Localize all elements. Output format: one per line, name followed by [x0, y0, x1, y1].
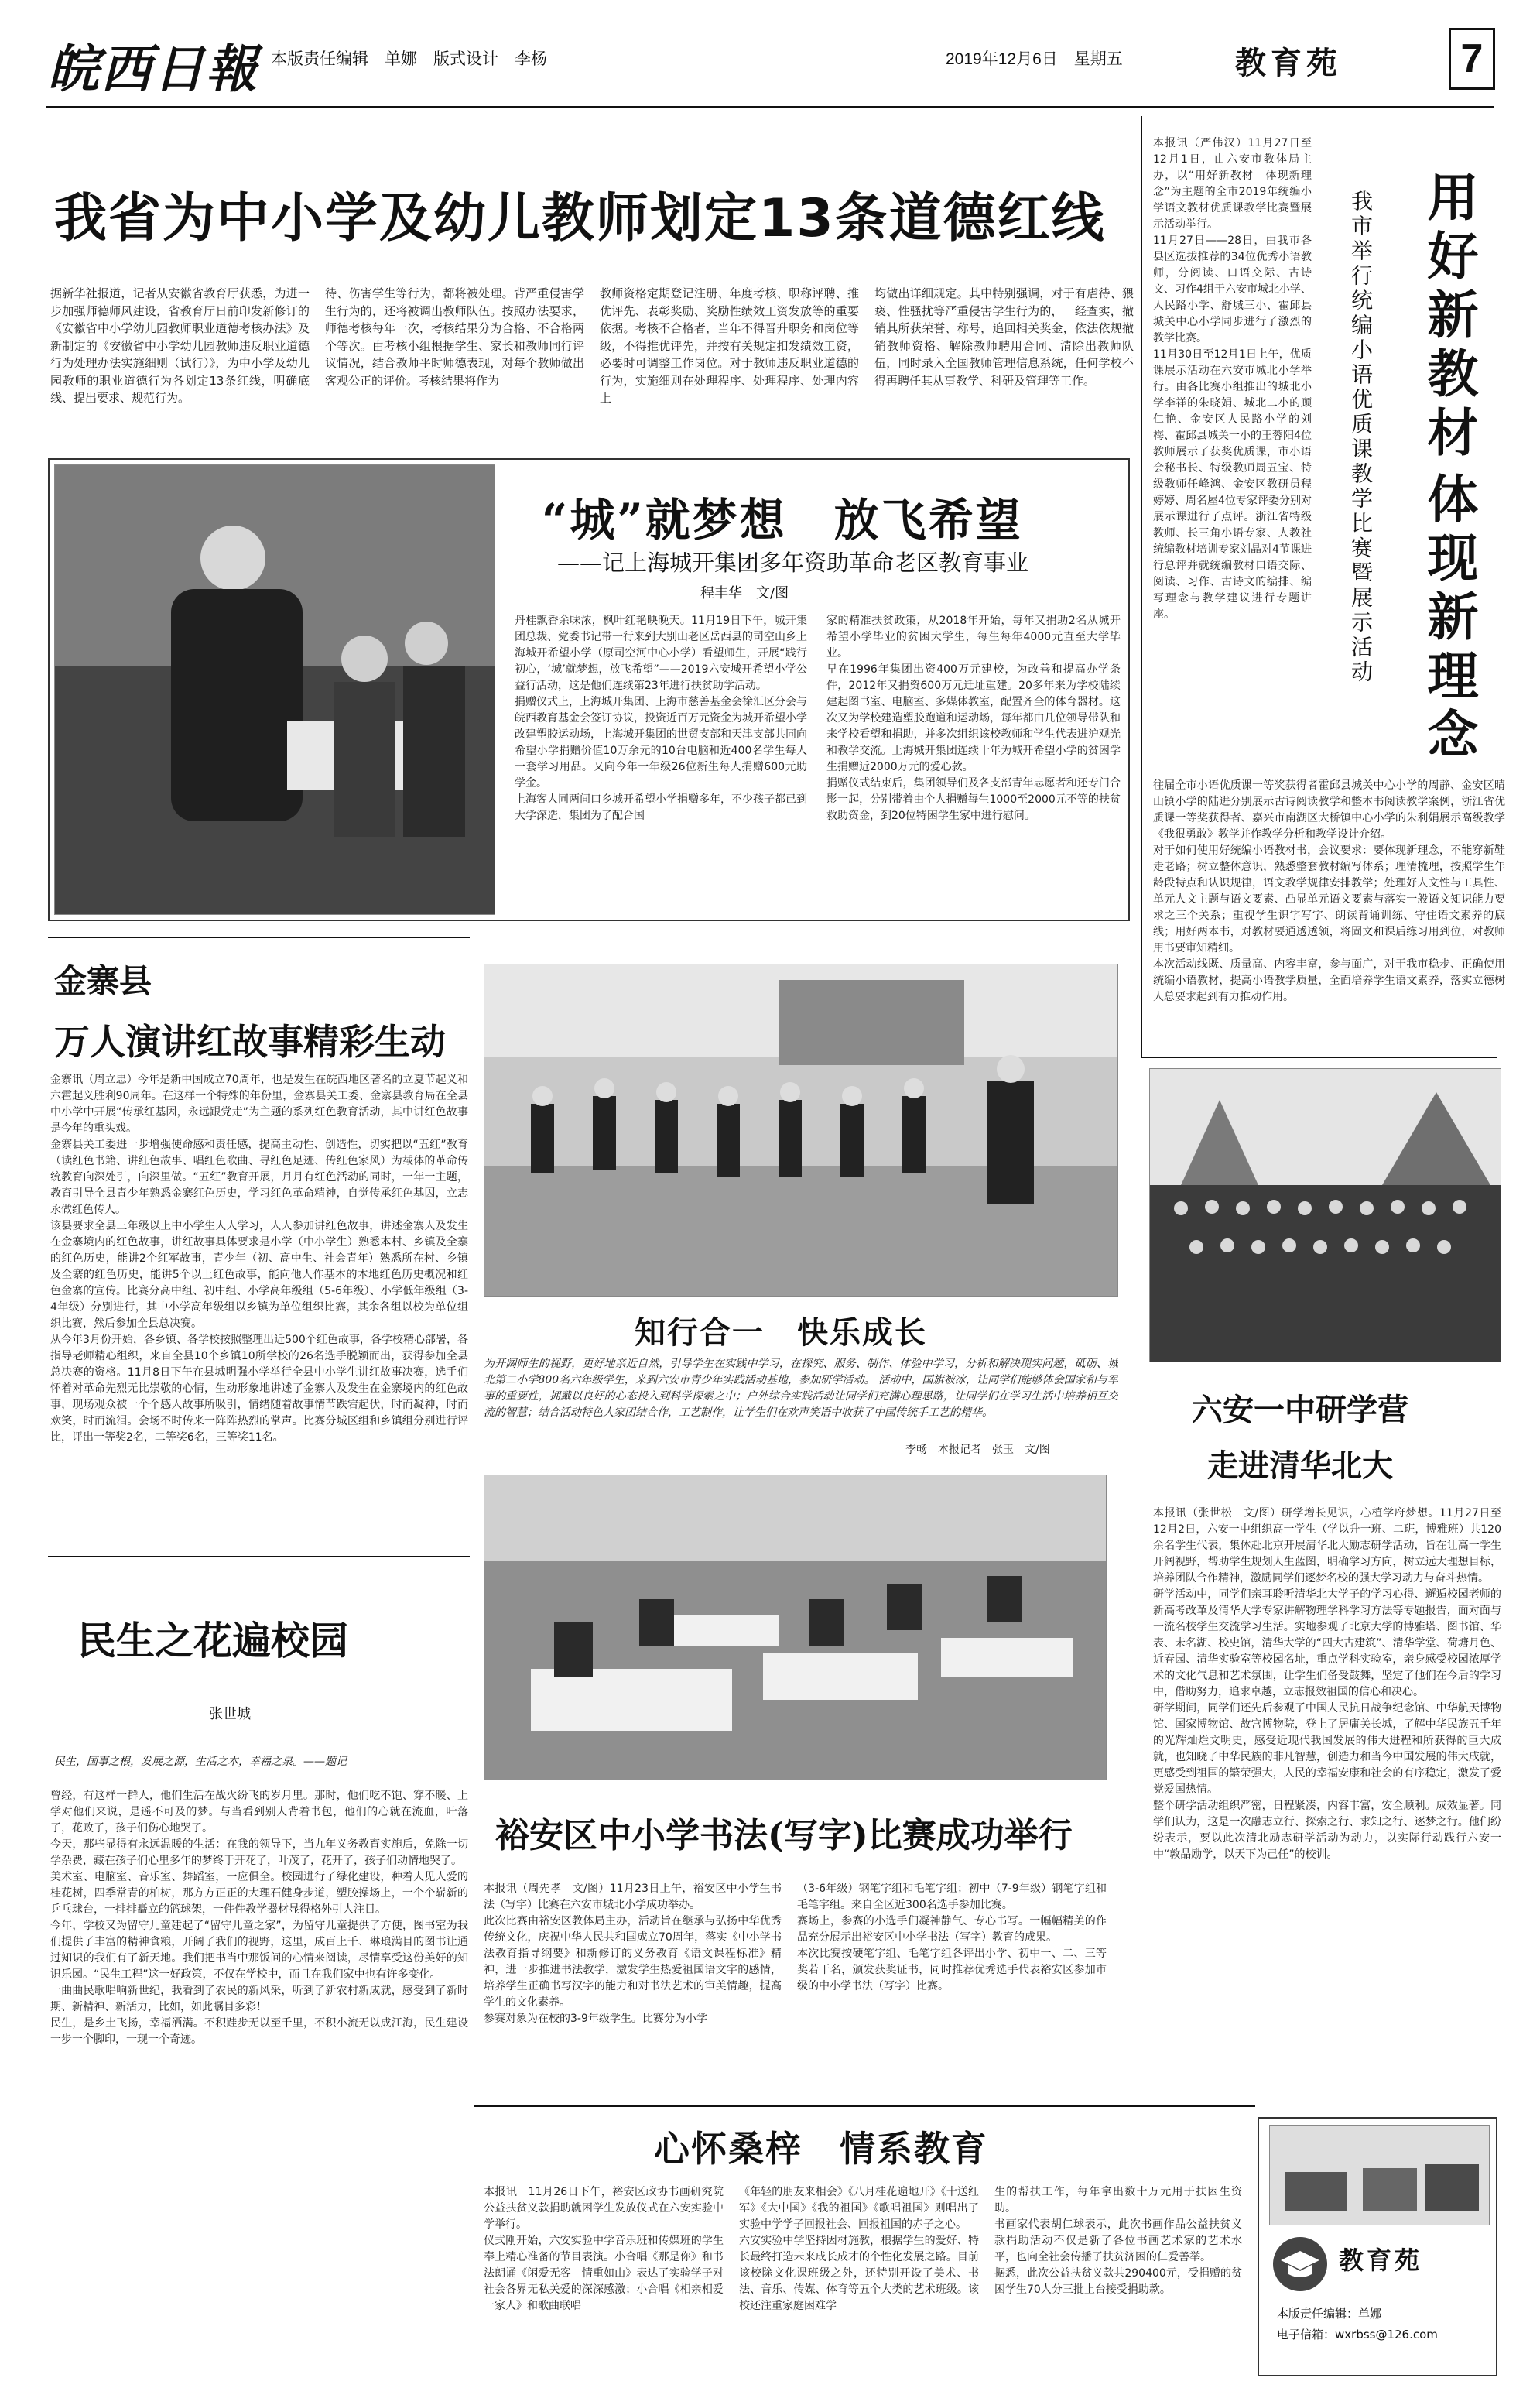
- calligraphy-photo-drawing: [484, 1475, 1107, 1780]
- tsinghua-title-line-1: 六安一中研学营: [1192, 1392, 1408, 1428]
- minsheng-title: 民生之花遍校园: [77, 1618, 348, 1663]
- city-story-title: “城”就梦想 放飞希望: [542, 494, 1023, 546]
- section-rule: [1141, 1057, 1497, 1058]
- graduation-cap-icon-graphic: [1273, 2237, 1327, 2291]
- minsheng-article: 曾经，有这样一群人，他们生活在战火纷飞的岁月里。那时，他们吃不饱、穿不暖、上学对他们来说，是遥不可及的梦。与当看到别人背着书包，他们的心就在流血，叶落了，花败了，孩子们伤心地哭了。 今天，那些显得有永远温暖的生活：在我的领导下，当九年义务教育实施后，免除一切学杂费，藏在孩子们心里多年的梦终于开花了，叶茂了，花开了，孩子们动情地哭了。 美术室、电脑室、音乐室、舞蹈室，一应俱全。校园进行了绿化建设，种着人见人爱的桂花树，四季常青的柏树，那方方正正的大理石健身步道，塑胶操场上，一个个崭新的乒乓球台，一排排矗立的篮球架，一件件教学器材显得格外引人注目。 今年，学校又为留守儿童建起了“留守儿童之家”，为留守儿童提供了方便，图书室为我们提供了丰富的精神食粮，开阔了我们的视野，这里，成百上千、琳琅满目的图书让通过知识的我们有了新天地。我们把书当中那饭问的心情来阅读，尽情享受这份美好的知识乐园。“民生工程”这一好政策，不仅在学校中，而且在我们家中也有许多变化。 一曲曲民歌唱响新世纪，我看到了农民的新风采，听到了新农村新成就，感受到了新时期、新精神、新活力，比如，如此瞩目多彩！ 民生，是乡土飞扬，幸福洒满。不积跬步无以至千里，不积小流无以成江海，民生建设一步一个脚印，一现一个奇迹。: [50, 1790, 468, 2046]
- zhixing-title: 知行合一 快乐成长: [635, 1314, 927, 1351]
- tsinghua-photo-drawing: [1150, 1069, 1501, 1362]
- zhixing-byline: 李畅 本报记者 张玉 文/图: [905, 1444, 1050, 1456]
- vertical-subtitle: 我市举行统编小语优质课教学比赛暨展示活动: [1348, 190, 1374, 685]
- page-credits: 本版责任编辑 单娜 版式设计 李杨: [271, 50, 547, 68]
- section-name: 教育苑: [1235, 45, 1342, 81]
- zhixing-photo: [484, 964, 1118, 1297]
- column-divider: [1141, 116, 1142, 1057]
- city-story-col-1: 丹桂飘香余味浓，枫叶红艳映晚天。11月19日下午，城开集团总裁、党委书记带一行来到大别山老区岳西县的司空山乡上海城开希望小学（原司空河中心小学）看望师生，开展“践行初心，‘城’就梦想，放飞希望”——2019六安城开希望小学公益行活动，这是他们连续第23年进行扶贫助学活动。 捐赠仪式上，上海城开集团、上海市慈善基金会徐汇区分会与皖西教育基金会签订协议，投资近百万元资金为城开希望小学改建塑胶运动场，上海城开集团的世贸支部和天津支部共同向希望小学捐赠价值10万余元的10台电脑和近400名学生每人一套学习用品。又向今年一年级26位新生每人捐赠600元助学金。 上海客人同两间口乡城开希望小学捐赠多年，不少孩子都已到大学深造，集团为了配合国: [515, 615, 807, 822]
- minsheng-epigraph: 民生，国事之根，发展之源，生活之本，幸福之泉。——题记: [54, 1756, 347, 1768]
- vertical-story-title-block: [1331, 124, 1486, 790]
- lead-col-1: 据新华社报道，记者从安徽省教育厅获悉，为进一步加强师德师风建设，省教育厅日前印发新修订的《安徽省中小学幼儿园教师职业道德考核办法》及新制定的《安徽省中小学幼儿园教师违反职业道德行为处理办法实施细则（试行）》，为中小学及幼儿园教师的职业道德行为各划定13条红线，明确底线、提出要求、规范行为。: [50, 286, 310, 405]
- sangzi-col-2: 《年轻的朋友来相会》《八月桂花遍地开》《十送红军》《大中国》《我的祖国》《歌唱祖国》则唱出了实验中学学子回报社会、回报祖国的赤子之心。 六安实验中学坚持因材施教，根据学生的爱好、特长最终打造未来成长成才的个性化发展之路。目前该校除文化课班级之外，还特别开设了美术、书法、音乐、传媒、体育等五个大类的艺术班级。该校还注重家庭困难学: [739, 2186, 979, 2312]
- promo-photo-drawing: [1270, 2126, 1490, 2225]
- calligraphy-photo: [484, 1475, 1107, 1780]
- sangzi-title: 心怀桑梓 情系教育: [654, 2128, 988, 2170]
- lead-headline: 我省为中小学及幼儿教师划定13条道德红线: [54, 188, 1106, 249]
- vertical-story-text-top: 本报讯（严伟汉）11月27日至12月1日，由六安市教体局主办，以“用好新教材 体现新理念”为主题的全市2019年统编小学语文教材优质课教学比赛暨展示活动举行。 11月27日——28日，由我市各县区选拔推荐的34位优秀小语教师，分阅读、口语交际、古诗文、习作4组于六安市城北小学、人民路小学、舒城三小、霍邱县城关中心小学同步进行了激烈的教学比赛。 11月30日至12月1日上午，优质课展示活动在六安市城北小学举行。由各比赛小组推出的城北小学李祥的朱晓娟、城北二小的顾仁艳、金安区人民路小学的刘梅、霍邱县城关一小的王蓉阳4位教师展示了获奖优质课，市小语会秘书长、特级教师周五宝、特级教师任峰鸿、金安区教研员程婷婷、周名屋4位专家评委分别对展示课进行了点评。浙江省特级教师、长三角小语专家、人教社统编教材培训专家刘晶对4节课进行总评并就统编教材口语交际、阅读、习作、古诗文的编排、编写理念与教学建议进行专题讲座。: [1153, 137, 1312, 621]
- calligraphy-title: 裕安区中小学书法(写字)比赛成功举行: [495, 1816, 1073, 1855]
- lead-article: [50, 285, 1134, 440]
- zhixing-photo-drawing: [484, 964, 1118, 1297]
- section-rule: [474, 2105, 1255, 2107]
- lead-col-2: 待、伤害学生等行为，都将被处理。背严重侵害学生行为的，还将被调出教师队伍。按照办法要求，师德考核每年一次，考核结果分为合格、不合格两个等次。由考核小组根据学生、家长和教师同行评议情况，结合教师平时师德表现，对每个教师做出客观公正的评价。考核结果将作为: [325, 286, 584, 388]
- city-story-byline: 程丰华 文/图: [700, 585, 789, 601]
- issue-date: 2019年12月6日 星期五: [946, 50, 1123, 68]
- graduation-cap-icon: [1273, 2237, 1327, 2291]
- calligraphy-col-1: 本报讯（周先孝 文/图）11月23日上午，裕安区中小学生书法（写字）比赛在六安市城北小学成功举办。 此次比赛由裕安区教体局主办，活动旨在继承与弘扬中华优秀传统文化，庆祝中华人民共和国成立70周年，落实《中小学书法教育指导纲要》和新修订的义务教育《语文课程标准》精神，进一步推进书法教学，激发学生热爱祖国语文字的感情，培养学生正确书写汉字的能力和对书法艺术的审美情趣，提高学生的文化素养。 参赛对象为在校的3-9年级学生。比赛分为小学: [484, 1883, 782, 2025]
- sangzi-col-3: 生的帮扶工作，每年拿出数十万元用于扶困生资助。 书画家代表胡仁球表示，此次书画作品公益扶贫义款捐助活动不仅是新了各位书画艺术家的艺术水平，也向全社会传播了扶贫济困的仁爱善举。 据悉，此次公益扶贫义款共290400元，受捐赠的贫困学生70人分三批上台接受捐助款。: [994, 2186, 1242, 2296]
- city-story-subtitle: ——记上海城开集团多年资助革命老区教育事业: [557, 550, 1029, 576]
- promo-email: 电子信箱：wxrbss@126.com: [1277, 2328, 1438, 2342]
- section-rule: [48, 937, 470, 938]
- minsheng-author: 张世城: [209, 1706, 251, 1722]
- newspaper-logo: 皖西日報: [48, 39, 258, 99]
- tsinghua-photo: [1149, 1068, 1501, 1362]
- jinzhai-title: 万人演讲红故事精彩生动: [54, 1021, 446, 1063]
- lead-col-3: 教师资格定期登记注册、年度考核、职称评聘、推优评先、表彰奖励、奖励性绩效工资发放等的重要依据。考核不合格者，当年不得晋升职务和岗位等级，不得推优评先，并按有关规定扣发绩效工资，必要时可调整工作岗位。对于教师违反职业道德的行为，实施细则在处理程序、处理程序、处理内容上: [600, 286, 859, 405]
- vertical-title-line-2: 体现新理念: [1419, 472, 1479, 766]
- page-number: 7: [1449, 28, 1495, 90]
- jinzhai-article: 金寨讯（周立忠）今年是新中国成立70周年，也是发生在皖西地区著名的立夏节起义和六霍起义胜利90周年。在这样一个特殊的年份里，金寨县关工委、金寨县教育局在全县中小学中开展“传承红基因，永远跟党走”为主题的系列红色教育活动，其中讲红色故事是今年的重头戏。 金寨县关工委进一步增强使命感和责任感，提高主动性、创造性，切实把以“五红”教育（读红色书籍、讲红色故事、唱红色歌曲、寻红色足迹、传红色家风）为载体的革命传统教育向深处引，向深里做。“五红”教育开展，月月有红色活动的同时，一年一主题，教育引导全县青少年熟悉金寨红色历史，学习红色革命精神，自觉传承红色基因，立志永做红色传人。 该县要求全县三年级以上中小学生人人学习，人人参加讲红色故事，讲述金寨人及发生在金寨境内的红色故事，讲红故事具体要求是小学（中小学生）熟悉本村、乡镇及全寨的红色历史，能讲2个红军故事，青少年（初、高中生、社会青年）熟悉所在村、乡镇及全寨的红色历史，能讲5个以上红色故事，能向他人作基本的本地红色历史概况和红色金寨的宣传。比赛分高中组、初中组、小学高年级组（5-6年级）、小学低年级组（3-4年级）分别进行，其中小学高年级组以乡镇为单位组织比赛，其余各组以校为单位组织比赛，然后参加全县总决赛。 从今年3月份开始，各乡镇、各学校按照整理出近500个红色故事，各学校精心部署，各指导老师精心组织，来自全县10个乡镇10所学校的26名选手脱颖而出，获得参加全县总决赛的资格。11月8日下午在县城明强小学举行全县中小学生讲红故事决赛，选手们怀着对革命先烈无比崇敬的心情，生动形象地讲述了金寨人及发生在金寨境内的红色故事，现场观众被一个个感人故事所吸引，情绪随着故事情节跌宕起伏，时而凝神，时而欢笑，时而流泪。会场不时传来一阵阵热烈的掌声。比赛分城区组和乡镇组分别进行评比，评出一等奖2名，二等奖6名，三等奖11名。: [50, 1074, 468, 1444]
- section-rule: [48, 1556, 470, 1557]
- promo-photo: [1269, 2125, 1490, 2225]
- jinzhai-place: 金寨县: [54, 962, 152, 1000]
- lead-col-4: 均做出详细规定。其中特别强调，对于有虐待、猥亵、性骚扰等严重侵害学生行为的，一经查实，撤销其所获荣誉、称号，追回相关奖金，依法依规撤销教师资格、解除教师聘用合同、清除出教师队伍，同时录入全国教师管理信息系统，任何学校不得再聘任其从事教学、科研及管理等工作。: [874, 286, 1134, 388]
- promo-editor: 本版责任编辑：单娜: [1277, 2307, 1382, 2321]
- vertical-title-line-1: 用好新教材: [1419, 170, 1479, 464]
- calligraphy-col-2: （3-6年级）钢笔字组和毛笔字组；初中（7-9年级）钢笔字组和毛笔字组。来自全区近300名选手参加比赛。 赛场上，参赛的小选手们凝神静气、专心书写。一幅幅精美的作品充分展示出裕安区中小学书法（写字）教育的成果。 本次比赛按硬笔字组、毛笔字组各评出小学、初中一、二、三等奖若干名，颁发获奖证书，同时推荐优秀选手代表裕安区参加市级的中小学书法（写字）比赛。: [797, 1883, 1107, 1992]
- vertical-story-text-bottom: 往届全市小语优质课一等奖获得者霍邱县城关中心小学的周静、金安区晴山镇小学的陆进分别展示古诗阅读教学和整本书阅读教学案例，浙江省优质课一等奖获得者、嘉兴市南湖区大桥镇中心小学的朱利娟展示高级教学《我很勇敢》教学并作教学分析和教学设计介绍。 对于如何使用好统编小语教材书，会议要求：要体现新理念，不能穿新鞋走老路；树立整体意识，熟悉整套教材编写体系；理清梳理，按照学生年龄段特点和认识规律，语文教学规律安排教学；处理好人文性与工具性、单元人文主题与语文要素、凸显单元语文要素与落实一般语文知识能力要求之三个关系；重视学生识字写字、朗读背诵训练、守住语文素养的底线；用好两本书，对教材要通透透领，将固文和课后练习用到位，对教师用书要审知精细。 本次活动线既、质量高、内容丰富，参与面广，对于我市稳步、正确使用统编小语教材，提高小语教学质量，全面培养学生语文素养，落实立德树人总要求起到有力推动作用。: [1153, 779, 1505, 1003]
- zhixing-article: 为开阔师生的视野，更好地亲近自然，引导学生在实践中学习，在探究、服务、制作、体验中学习，分析和解决现实问题，砥砺、城北第二小学800名六年级学生，来到六安市青少年实践活动基地，参加研学活动。 活动中，国旗被冰，让同学们能够体会国家和与军事的重要性，拥戴以良好的心态投入到科学探索之中；户外综合实践活动让同学们充满心理思路，让同学们在学习生活中培养相互交流的智慧；结合活动特色大家团结合作，工艺制作，让学生们在欢声笑语中收获了中国传统手工艺的精华。: [484, 1358, 1118, 1419]
- city-story-col-2: 家的精准扶贫政策，从2018年开始，每年又捐助2名从城开希望小学毕业的贫困大学生，每生每年4000元直至大学毕业。 早在1996年集团出资400万元建校，为改善和提高办学条件，2012年又捐资600万元迁址重建。20多年来为学校陆续建起图书室、电脑室、多媒体教室，配置齐全的体育器材。这次又为学校建造塑胶跑道和运动场，每年都由几位领导带队和来学校看望和捐助，并多次组织该校教师和学生代表进沪观光和教学交流。上海城开集团连续十年为城开希望小学的贫困学生捐赠近2000万元的爱心款。 捐赠仪式结束后，集团领导们及各支部青年志愿者和还专门合影一起，分别带着由个人捐赠每生1000至2000元不等的扶贫救助资金，到20位特困学生家中进行慰问。: [826, 615, 1121, 822]
- tsinghua-title-line-2: 走进清华北大: [1207, 1447, 1393, 1484]
- promo-section-name: 教育苑: [1339, 2246, 1423, 2275]
- donation-photo-drawing: [55, 465, 495, 915]
- donation-photo: [54, 464, 495, 915]
- masthead-rule: [46, 106, 1494, 108]
- sangzi-col-1: 本报讯 11月26日下午，裕安区政协书画研究院公益扶贫义款捐助就困学生发放仪式在六安实验中学举行。 仪式刚开始，六安实验中学音乐班和传媒班的学生奉上精心准备的节目表演。小合唱《那是你》和书法朗诵《闲爱无客 情重如山》表达了实验学子对社会各界无私关爱的深深感激；小合唱《相亲相爱一家人》和歌曲联唱: [484, 2186, 724, 2312]
- tsinghua-article: 本报讯（张世松 文/图）研学增长见识，心植学府梦想。11月27日至12月2日，六安一中组织高一学生（学以升一班、二班，博雅班）共120余名学生代表，集体赴北京开展清华北大励志研学活动，旨在让高一学生开阔视野，帮助学生规划人生蓝图，明确学习方向，树立远大理想目标，培养团队合作精神，激励同学们逐梦名校的强大学习动力与奋斗热情。 研学活动中，同学们亲耳聆听清华北大学子的学习心得、邂逅校园老师的新高考改革及清华大学专家讲解物理学科学习方法等专题报告，面对面与一流名校学生交流学习生活。实地参观了北京大学的博雅塔、图书馆、华表、未名湖、校史馆，清华大学的“四大古建筑”、清华学堂、荷塘月色、近春园、清华实验室等校园名址，重点学科实验室，亲身感受校园浓厚学术的文化气息和艺术氛围，让学生们备受鼓舞，坚定了他们在今后的学习中，借助努力，追求卓越，立志报效祖国的信心和决心。 研学期间，同学们还先后参观了中国人民抗日战争纪念馆、中华航天博物馆、国家博物馆、故宫博物院，登上了居庸关长城，了解中华民族五千年的光辉灿烂文明史，感受近现代我国发展的伟大进程和所获得的巨大成就，也知晓了中华民族的非凡智慧，创造力和当今中国发展的伟大成就，更感受到祖国的繁荣强大，人民的幸福安康和社会的有序稳定，激发了爱党爱国热情。 整个研学活动组织严密，日程紧凑，内容丰富，安全顺利。成效显著。同学们认为，这是一次融志立行、探索之行、求知之行、逐梦之行。他们纷纷表示，要以此次清北励志研学活动为动力，以实际行动践行六安一中“敦品励学，以天下为己任”的校训。: [1153, 1507, 1501, 1861]
